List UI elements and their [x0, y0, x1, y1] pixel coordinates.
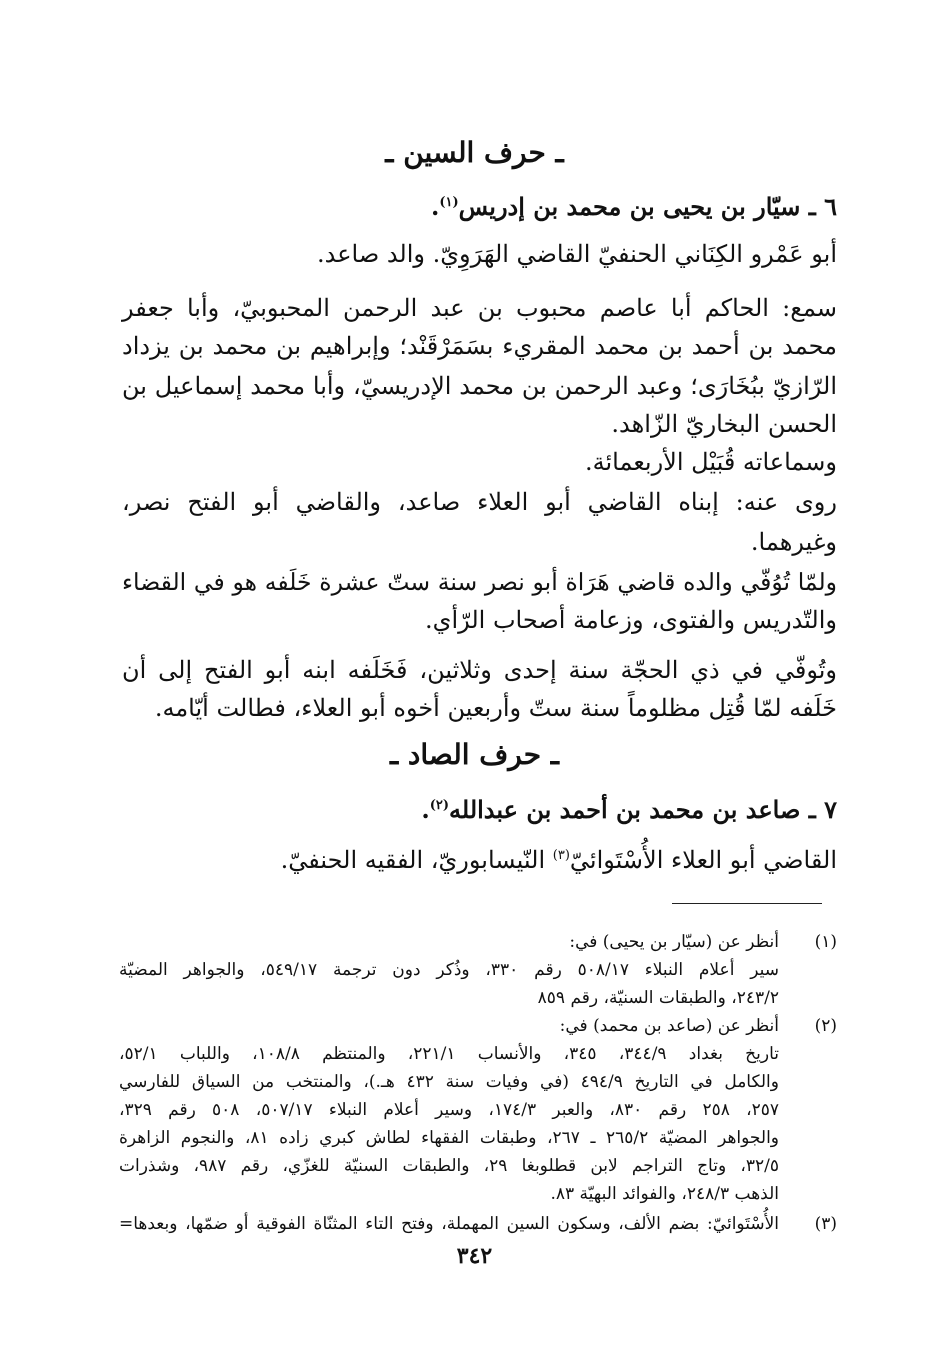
entry-6-line: ولمّا تُوُفّي والده قاضي هَرَاة أبو نصر سنة ستّ عشرة خَلَفه هو في القضاء	[122, 568, 837, 596]
footnote-line: الذهب ٢٤٨/٣، والفوائد البهيّة ٨٣.	[550, 1184, 779, 1204]
footnote-line: والكامل في التاريخ ٤٩٤/٩ (في وفيات سنة ٤٣٢ هـ.)، والمنتخب من السياق للفارسي	[119, 1072, 779, 1092]
footnote-number: (٣)	[814, 1214, 837, 1234]
footnote-line: سير أعلام النبلاء ٥٠٨/١٧ رقم ٣٣٠، وذُكر دون ترجمة ٥٤٩/١٧، والجواهر المضيّة	[119, 960, 779, 980]
footnote-line: ٢٥٧، ٢٥٨ رقم ٨٣٠، والعبر ١٧٤/٣، وسير أعلام النبلاء ٥٠٧/١٧، ٥٠٨ رقم ٣٢٩،	[119, 1100, 779, 1120]
entry-7-line	[122, 836, 837, 880]
footnote-line: الأُسْتَوائيّ: بضم الألف، وسكون السين المهملة، وفتح التاء المثنّاة الفوقية أو ضمّها، وبعدها=	[119, 1214, 779, 1234]
entry-6-line: الرّازيّ ببُخَارَى؛ وعبد الرحمن بن محمد الإدريسيّ، وأبا محمد إسماعيل بن	[122, 372, 837, 400]
entry-7-line-a: القاضي أبو العلاء الأُسْتَوائيّ	[569, 846, 837, 874]
entry-6-heading	[122, 183, 837, 227]
entry-6-heading-text: ٦ ـ سيّار بن يحيى بن محمد بن إدريس	[458, 192, 837, 221]
section-title-sad: ـ حرف الصاد ـ	[389, 738, 560, 771]
entry-6-line: الحسن البخاريّ الزّاهد.	[611, 410, 837, 438]
footnote-line: والجواهر المضيّة ٢٦٥/٢ ـ ٢٦٧، وطبقات الفقهاء لطاش كبري زاده ٨١، والنجوم الزاهرة	[119, 1128, 780, 1148]
entry-7-heading-end: .	[421, 795, 430, 824]
entry-6-line: سمع: الحاكم أبا عاصم محبوب بن عبد الرحمن المحبوبيّ، وأبا جعفر	[122, 294, 837, 322]
entry-6-line: أبو عَمْرو الكِنَاني الحنفيّ القاضي الهَرَوِيّ. والد صاعد.	[316, 240, 837, 268]
footnote-ref-3[interactable]: (٣)	[552, 848, 570, 863]
footnote-line: ٣٢/٥، وتاج التراجم لابن قطلوبغا ٢٩، والطبقات السنيّة للغزّي، رقم ٩٨٧، وشذرات	[119, 1156, 779, 1176]
entry-7-heading	[122, 786, 837, 830]
entry-6-line: والتّدريس والفتوى، وزعامة أصحاب الرّأي.	[425, 606, 837, 634]
entry-7-line-b: النّيسابوريّ، الفقيه الحنفيّ.	[280, 846, 553, 874]
page-number: ٣٤٢	[456, 1243, 493, 1269]
footnote-divider	[672, 903, 822, 904]
entry-7-heading-text: ٧ ـ صاعد بن محمد بن أحمد بن عبدالله	[449, 795, 837, 824]
footnote-ref-2[interactable]: (٢)	[429, 798, 450, 813]
footnote-ref-1[interactable]: (١)	[439, 195, 459, 210]
entry-6-line: روى عنه: إبناه القاضي أبو العلاء صاعد، والقاضي أبو الفتح نصر،	[122, 488, 837, 516]
footnote-number: (١)	[814, 932, 837, 952]
entry-6-line: وغيرهما.	[750, 528, 837, 556]
footnote-line: أنظر عن (صاعد بن محمد) في:	[559, 1016, 779, 1036]
entry-6-line: وتُوفّي في ذي الحجّة سنة إحدى وثلاثين، فَخَلَفه ابنه أبو الفتح إلى أن	[122, 656, 837, 684]
footnote-line: تاريخ بغداد ٣٤٤/٩، ٣٤٥، والأنساب ٢٢١/١، والمنتظم ١٠٨/٨، واللباب ٥٢/١،	[119, 1044, 779, 1064]
footnote-number: (٢)	[814, 1016, 837, 1036]
entry-6-line: وسماعاته قُبَيْل الأربعمائة.	[584, 448, 837, 476]
footnote-line: أنظر عن (سيّار بن يحيى) في:	[569, 932, 779, 952]
entry-6-heading-end: .	[431, 192, 440, 221]
footnote-line: ٢٤٣/٢، والطبقات السنيّة، رقم ٨٥٩	[537, 988, 779, 1008]
section-title-sin: ـ حرف السين ـ	[385, 136, 564, 169]
entry-6-line: خَلَفه لمّا قُتِل مظلوماً سنة ستّ وأربعين أخوه أبو العلاء، فطالت أيّامه.	[154, 694, 837, 722]
entry-6-line: محمد بن أحمد بن محمد المقريء بسَمَرْقَنْد؛ وإبراهيم بن محمد بن يزداد	[122, 332, 837, 360]
